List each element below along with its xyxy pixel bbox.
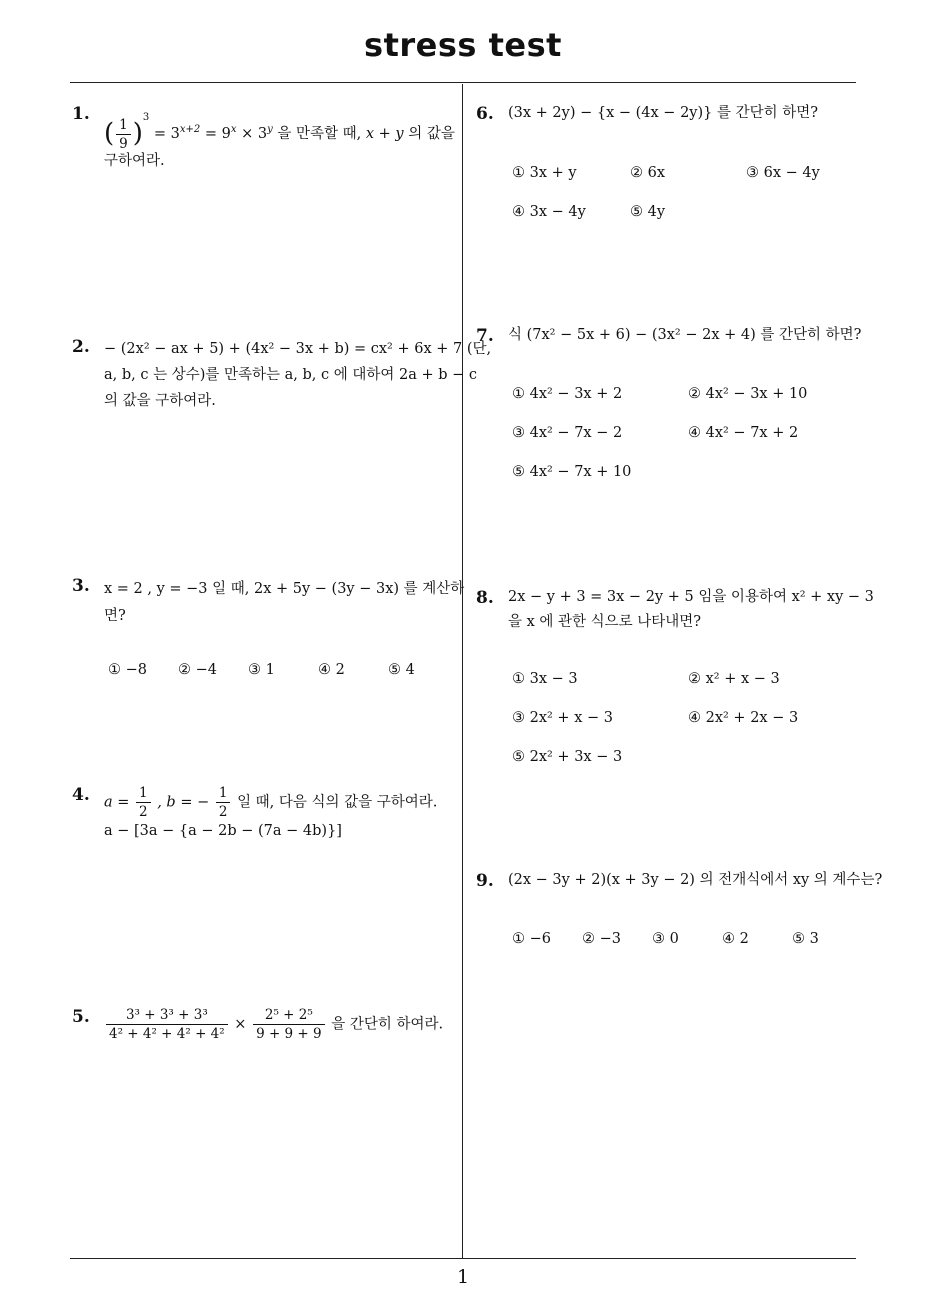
question-text-line: 식 (7x² − 5x + 6) − (3x² − 2x + 4) 를 간단히 하면? <box>508 327 862 343</box>
choice-1[interactable]: ① −8 <box>108 662 147 678</box>
choice-4[interactable]: ④ 2 <box>318 662 345 678</box>
fraction-denominator: 2 <box>139 804 148 820</box>
page-number: 1 <box>456 1266 470 1288</box>
times-sign: × <box>234 1016 247 1033</box>
question-number: 7. <box>476 326 494 346</box>
choice-3[interactable]: ③ 0 <box>652 931 679 947</box>
question-text-line: (2x − 3y + 2)(x + 3y − 2) 의 전개식에서 xy 의 계수는? <box>508 872 883 888</box>
column-divider <box>462 84 463 1259</box>
choice-4[interactable]: ④ 4x² − 7x + 2 <box>688 425 799 441</box>
expr-part: , b = − <box>157 794 210 811</box>
expr-part: a = <box>104 794 130 811</box>
question-text-line: 2x − y + 3 = 3x − 2y + 5 임을 이용하여 x² + xy − 3 <box>508 589 874 605</box>
question-number: 3. <box>72 576 90 596</box>
question-text-line: 면? <box>104 608 126 624</box>
choice-4[interactable]: ④ 3x − 4y <box>512 204 586 220</box>
question-text-line: 을 x 에 관한 식으로 나타내면? <box>508 614 702 630</box>
question-number: 6. <box>476 104 494 124</box>
choice-4[interactable]: ④ 2x² + 2x − 3 <box>688 710 799 726</box>
question-number: 2. <box>72 337 90 357</box>
expr-part: × 3 <box>236 126 268 142</box>
question-text-line: a, b, c 는 상수)를 만족하는 a, b, c 에 대하여 2a + b − c <box>104 367 477 383</box>
fraction-denominator: 9 + 9 + 9 <box>256 1026 322 1042</box>
choice-2[interactable]: ② x² + x − 3 <box>688 671 780 687</box>
question-number: 8. <box>476 588 494 608</box>
fraction-numerator: 1 <box>216 784 231 803</box>
choice-2[interactable]: ② −3 <box>582 931 621 947</box>
expr-exponent: x+2 <box>179 124 201 136</box>
choice-5[interactable]: ⑤ 4x² − 7x + 10 <box>512 464 632 480</box>
question-number: 4. <box>72 785 90 805</box>
choice-1[interactable]: ① 3x − 3 <box>512 671 578 687</box>
expr-exponent: x <box>230 124 237 136</box>
expr-part: 의 값을 <box>403 126 455 142</box>
choice-5[interactable]: ⑤ 2x² + 3x − 3 <box>512 749 623 765</box>
choice-1[interactable]: ① 4x² − 3x + 2 <box>512 386 623 402</box>
question-number: 1. <box>72 104 90 124</box>
bottom-rule <box>70 1258 856 1259</box>
question-number: 9. <box>476 871 494 891</box>
question-text-line: 구하여라. <box>104 153 165 169</box>
question-text-line: x = 2 , y = −3 일 때, 2x + 5y − (3y − 3x) 를 계산하 <box>104 581 465 597</box>
choice-1[interactable]: ① −6 <box>512 931 551 947</box>
choice-5[interactable]: ⑤ 4y <box>630 204 666 220</box>
expr-part: 을 만족할 때, <box>272 126 366 142</box>
fraction-denominator: 4² + 4² + 4² + 4² <box>109 1026 225 1042</box>
expr-part: 일 때, 다음 식의 값을 구하여라. <box>237 794 438 811</box>
choice-3[interactable]: ③ 6x − 4y <box>746 165 820 181</box>
choice-5[interactable]: ⑤ 4 <box>388 662 415 678</box>
choice-4[interactable]: ④ 2 <box>722 931 749 947</box>
question-text <box>104 1006 443 1043</box>
expr-part: 을 간단히 하여라. <box>331 1016 444 1033</box>
choice-5[interactable]: ⑤ 3 <box>792 931 819 947</box>
expr-part: x + y <box>365 126 404 142</box>
question-text-line: a − [3a − {a − 2b − (7a − 4b)}] <box>104 823 342 839</box>
question-text-line: 의 값을 구하여라. <box>104 393 216 409</box>
question-text: ( $\frac{1}{9}$ )$^3 = 3^{x+2} = 9^x \times 3^y$ 을 만족할 때, x + y 의 값을 <box>104 112 455 152</box>
expr-exponent: y <box>267 124 273 136</box>
fraction-denominator: 9 <box>119 135 128 152</box>
choice-1[interactable]: ① 3x + y <box>512 165 577 181</box>
expr-part: = 9 <box>200 126 231 142</box>
choice-3[interactable]: ③ 4x² − 7x − 2 <box>512 425 623 441</box>
fraction-numerator: 1 <box>116 116 131 135</box>
top-rule <box>70 82 856 83</box>
choice-3[interactable]: ③ 1 <box>248 662 275 678</box>
fraction-denominator: 2 <box>218 804 228 820</box>
question-text <box>104 784 437 821</box>
choice-2[interactable]: ② 4x² − 3x + 10 <box>688 386 808 402</box>
choice-3[interactable]: ③ 2x² + x − 3 <box>512 710 613 726</box>
question-text-line: (3x + 2y) − {x − (4x − 2y)} 를 간단히 하면? <box>508 105 819 121</box>
fraction-numerator: 3³ + 3³ + 3³ <box>106 1006 228 1025</box>
fraction-numerator: 2⁵ + 2⁵ <box>253 1006 325 1025</box>
choice-2[interactable]: ② −4 <box>178 662 217 678</box>
expr-part: = 3 <box>153 126 180 142</box>
fraction-numerator: 1 <box>136 784 151 803</box>
choice-2[interactable]: ② 6x <box>630 165 666 181</box>
question-text-line: − (2x² − ax + 5) + (4x² − 3x + b) = cx² + 6x + 7 (단, <box>104 341 492 357</box>
page-title: stress test <box>364 26 562 64</box>
question-number: 5. <box>72 1007 90 1027</box>
